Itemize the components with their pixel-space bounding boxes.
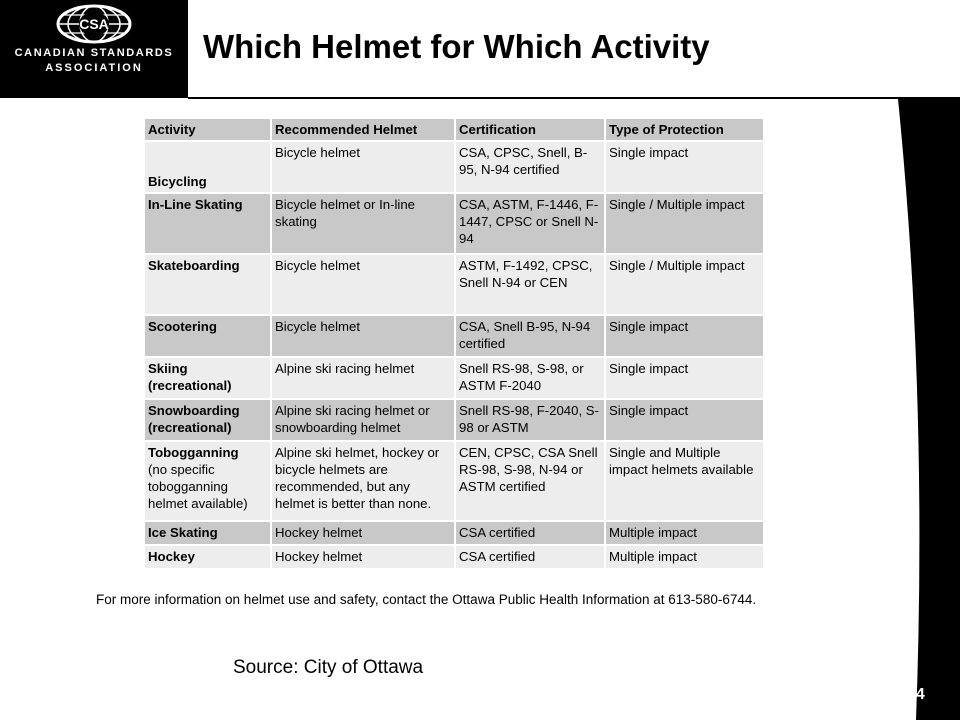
cell-certification: CSA certified (455, 521, 605, 545)
table-row (144, 141, 764, 193)
cell-protection: Single impact (605, 399, 764, 441)
decorative-side-band (898, 99, 960, 720)
cell-activity-name: Tobogganning (148, 445, 239, 460)
cell-helmet: Bicycle helmet (271, 141, 455, 193)
cell-certification: CSA certified (455, 545, 605, 569)
table-row (144, 521, 764, 545)
cell-protection: Single impact (605, 315, 764, 357)
table-row (144, 254, 764, 315)
cell-helmet: Hockey helmet (271, 521, 455, 545)
cell-activity: In-Line Skating (144, 193, 271, 254)
cell-protection: Multiple impact (605, 545, 764, 569)
header-type-of-protection: Type of Protection (605, 118, 764, 141)
table-row (144, 399, 764, 441)
cell-helmet: Alpine ski helmet, hockey or bicycle helmets are recommended, but any helmet is better than none. (271, 441, 455, 521)
cell-protection: Single / Multiple impact (605, 254, 764, 315)
slide-title: Which Helmet for Which Activity (203, 28, 710, 65)
cell-activity: Ice Skating (144, 521, 271, 545)
logo-mark-text: CSA (79, 16, 109, 32)
cell-protection: Single impact (605, 357, 764, 399)
cell-helmet: Alpine ski racing helmet (271, 357, 455, 399)
cell-helmet: Alpine ski racing helmet or snowboarding helmet (271, 399, 455, 441)
table-header-row (144, 118, 764, 141)
header-activity: Activity (144, 118, 271, 141)
helmet-table (144, 118, 764, 569)
cell-helmet: Bicycle helmet or In-line skating (271, 193, 455, 254)
cell-protection: Single impact (605, 141, 764, 193)
cell-activity: Skateboarding (144, 254, 271, 315)
cell-activity: Hockey (144, 545, 271, 569)
cell-activity-note: (no specific tobogganning helmet available) (148, 462, 248, 511)
table-row (144, 441, 764, 521)
contact-note: For more information on helmet use and safety, contact the Ottawa Public Health Information at 613-580-6744. (96, 592, 757, 607)
cell-activity: Bicycling (144, 141, 271, 193)
csa-globe-logo-icon (56, 4, 132, 44)
cell-protection: Single and Multiple impact helmets available (605, 441, 764, 521)
table-row (144, 357, 764, 399)
cell-helmet: Bicycle helmet (271, 315, 455, 357)
logo-text-line1: CANADIAN STANDARDS (14, 47, 174, 59)
header-recommended-helmet: Recommended Helmet (271, 118, 455, 141)
cell-certification: CSA, CPSC, Snell, B-95, N-94 certified (455, 141, 605, 193)
cell-certification: CSA, ASTM, F-1446, F-1447, CPSC or Snell N-94 (455, 193, 605, 254)
cell-helmet: Bicycle helmet (271, 254, 455, 315)
cell-certification: CEN, CPSC, CSA Snell RS-98, S-98, N-94 or ASTM certified (455, 441, 605, 521)
page-number: 24 (907, 686, 925, 703)
cell-certification: Snell RS-98, S-98, or ASTM F-2040 (455, 357, 605, 399)
logo-text-line2: ASSOCIATION (45, 62, 143, 74)
cell-protection: Multiple impact (605, 521, 764, 545)
cell-activity: Scootering (144, 315, 271, 357)
cell-activity: Snowboarding (recreational) (144, 399, 271, 441)
table-row (144, 193, 764, 254)
cell-certification: CSA, Snell B-95, N-94 certified (455, 315, 605, 357)
cell-activity (144, 441, 271, 521)
table-row (144, 545, 764, 569)
table-row (144, 315, 764, 357)
header-certification: Certification (455, 118, 605, 141)
cell-certification: Snell RS-98, F-2040, S-98 or ASTM (455, 399, 605, 441)
cell-helmet: Hockey helmet (271, 545, 455, 569)
csa-logo (0, 0, 188, 98)
cell-certification: ASTM, F-1492, CPSC, Snell N-94 or CEN (455, 254, 605, 315)
cell-activity: Skiing (recreational) (144, 357, 271, 399)
title-divider (188, 97, 960, 99)
cell-protection: Single / Multiple impact (605, 193, 764, 254)
source-caption: Source: City of Ottawa (233, 657, 424, 678)
